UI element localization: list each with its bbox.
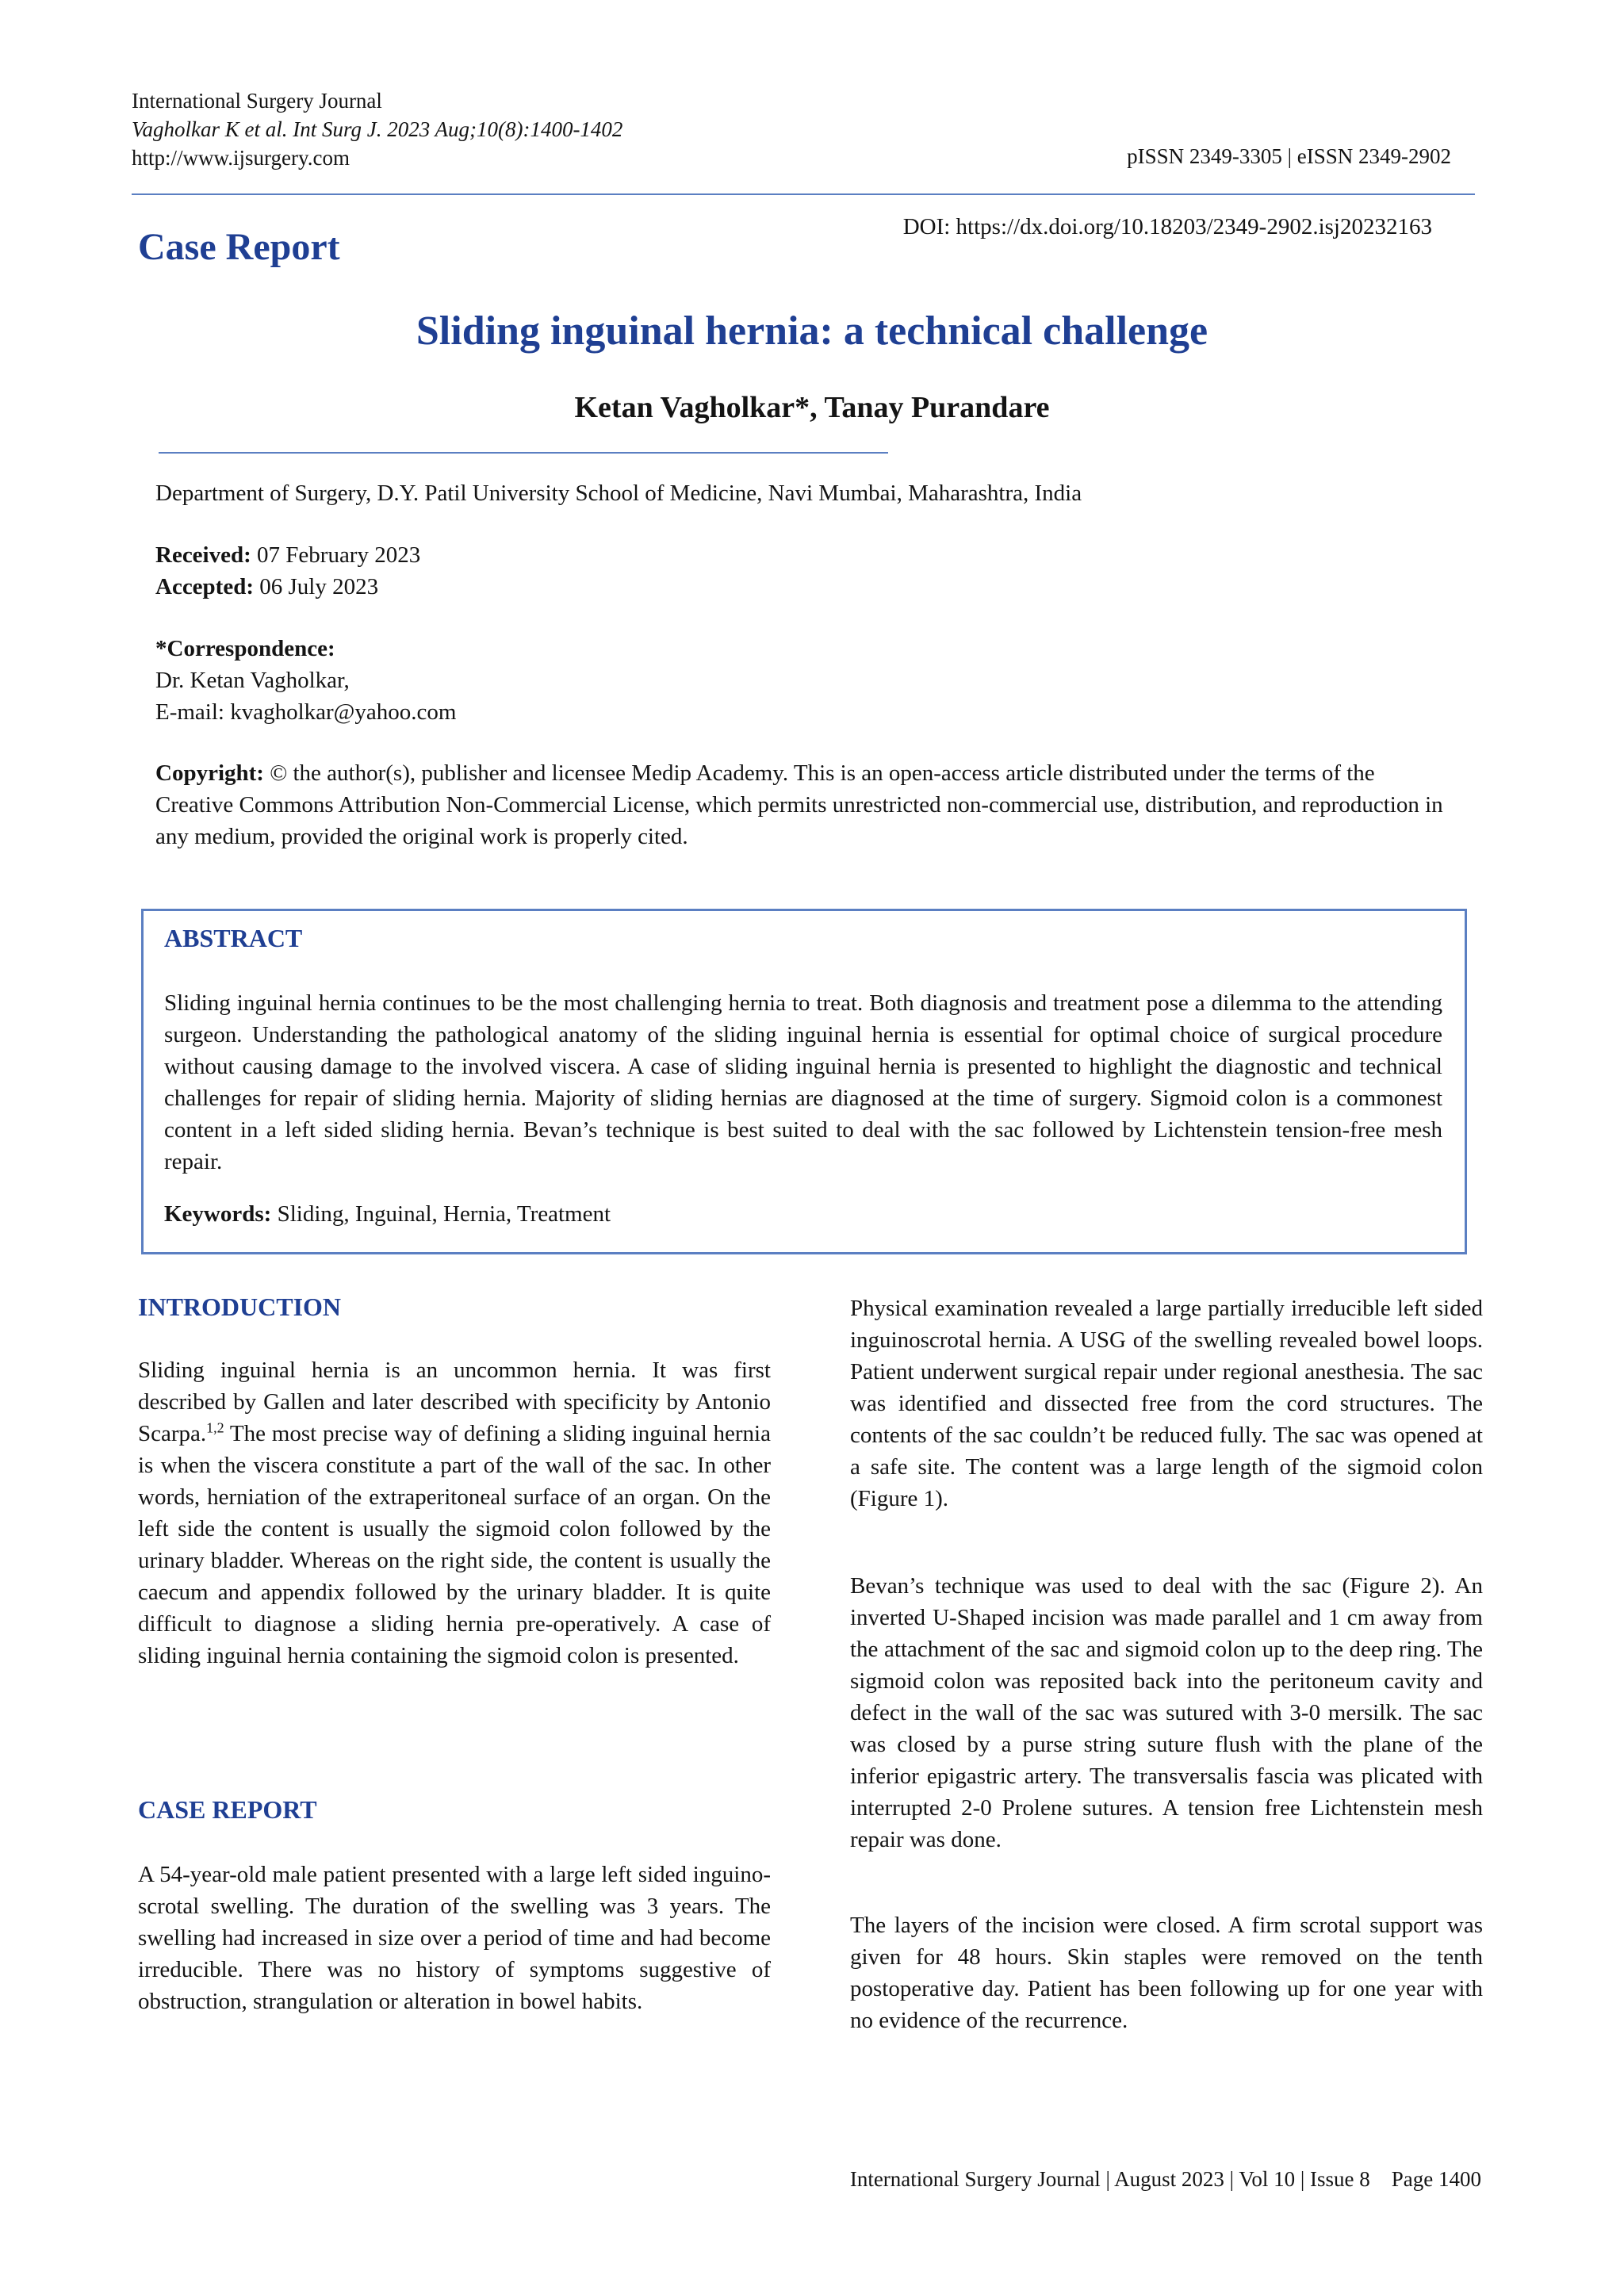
case-report-heading: CASE REPORT [138,1795,317,1824]
case-report-paragraph-1: A 54-year-old male patient presented with a large left sided inguino-scrotal swelling. The duration of the swelling was 3 years. The swelling had increased in size over a period of time and had become irreducible. There was no history of symptoms suggestive of obstruction, strangulation or alteration in bowel habits. [138,1862,771,2014]
header-rule [132,193,1475,195]
introduction-text-a: Sliding inguinal hernia is an uncommon hernia. It was first described by Gallen and later described with specificity by Antonio Scarpa. [138,1358,771,1446]
correspondence-email[interactable]: E-mail: kvagholkar@yahoo.com [155,699,457,725]
abstract-heading: ABSTRACT [164,924,303,952]
case-report-paragraph-3: Bevan’s technique was used to deal with the sac (Figure 2). An inverted U-Shaped incision was made parallel and 1 cm away from the attachment of the sac and sigmoid colon up to the deep ring. The sigmoid colon was reposited back into the peritoneum cavity and defect in the wall of the sac was sutured with 3-0 mersilk. The sac was closed by a purse string suture flush with the plane of the inferior epigastric artery. The transversalis fascia was plicated with interrupted 2-0 Prolene sutures. A tension free Lichtenstein mesh repair was done. [850,1573,1483,1852]
case-report-paragraph-4: The layers of the incision were closed. A firm scrotal support was given for 48 hours. Skin staples were removed on the tenth postoperative day. Patient has been following up for one year with no evidence of the recurrence. [850,1913,1483,2033]
abstract-text: Sliding inguinal hernia continues to be the most challenging hernia to treat. Both diagnosis and treatment pose a dilemma to the attending surgeon. Understanding the pathological anatomy of the sliding inguinal hernia is essential for optimal choice of surgical procedure without causing damage to the involved viscera. A case of sliding inguinal hernia is presented to highlight the diagnostic and technical challenges for repair of sliding hernia. Majority of sliding hernias are diagnosed at the time of surgery. Sigmoid colon is a commonest content in a left sided sliding hernia. Bevan’s technique is best suited to deal with the sac followed by Lichtenstein tension-free mesh repair. [164,990,1442,1174]
accepted-date: 06 July 2023 [259,574,379,599]
correspondence-name: Dr. Ketan Vagholkar, [155,668,350,693]
correspondence-label: *Correspondence: [155,636,335,661]
introduction-paragraph [138,1354,771,1672]
accepted-label: Accepted: [155,574,255,599]
keywords-line [164,1198,1433,1230]
citation-line: Vagholkar K et al. Int Surg J. 2023 Aug;10(8):1400-1402 [132,117,623,141]
introduction-text-b: The most precise way of defining a sliding inguinal hernia is when the viscera constitute a part of the wall of the sac. In other words, herniation of the extraperitoneal surface of an organ. On the left side the content is usually the sigmoid colon followed by the urinary bladder. Whereas on the right side, the content is usually the caecum and appendix followed by the urinary bladder. It is quite difficult to diagnose a sliding hernia pre-operatively. A case of sliding inguinal hernia containing the sigmoid colon is presented. [138,1421,771,1668]
issn-line: pISSN 2349-3305 | eISSN 2349-2902 [1127,144,1451,168]
citation-superscript: 1,2 [206,1419,224,1436]
dates-block [155,539,948,603]
correspondence-block [155,633,948,728]
introduction-heading: INTRODUCTION [138,1293,342,1321]
journal-url[interactable]: http://www.ijsurgery.com [132,146,350,170]
keywords-label: Keywords: [164,1201,272,1227]
article-type: Case Report [138,226,340,268]
page-footer: International Surgery Journal | August 2023 | Vol 10 | Issue 8 Page 1400 [849,2167,1481,2191]
copyright-label: Copyright: [155,760,264,786]
author-list: Ketan Vagholkar*, Tanay Purandare [574,391,1050,424]
keywords-text: Sliding, Inguinal, Hernia, Treatment [277,1201,611,1227]
copyright-text: © the author(s), publisher and licensee Medip Academy. This is an open-access article distributed under the terms of the Creative Commons Attribution Non-Commercial License, which permits unrestricted non-commercial use, distribution, and reproduction in any medium, provided the original work is properly cited. [155,760,1443,849]
doi-line[interactable]: DOI: https://dx.doi.org/10.18203/2349-2902.isj20232163 [902,214,1432,239]
case-report-paragraph-2: Physical examination revealed a large partially irreducible left sided inguinoscrotal hernia. A USG of the swelling revealed bowel loops. Patient underwent surgical repair under regional anesthesia. The sac was identified and dissected free from the cord structures. The contents of the sac couldn’t be reduced fully. The sac was opened at a safe site. The content was a large length of the sigmoid colon (Figure 1). [850,1296,1483,1511]
article-title: Sliding inguinal hernia: a technical challenge [416,308,1208,354]
received-date: 07 February 2023 [257,542,421,568]
affiliation: Department of Surgery, D.Y. Patil University School of Medicine, Navi Mumbai, Maharashtra, India [155,481,1082,506]
received-line [155,539,948,571]
copyright-block [155,757,1456,852]
abstract-box [141,909,1467,1254]
accepted-line [155,571,948,603]
received-label: Received: [155,542,251,568]
journal-name: International Surgery Journal [132,89,382,113]
author-rule [159,452,888,454]
